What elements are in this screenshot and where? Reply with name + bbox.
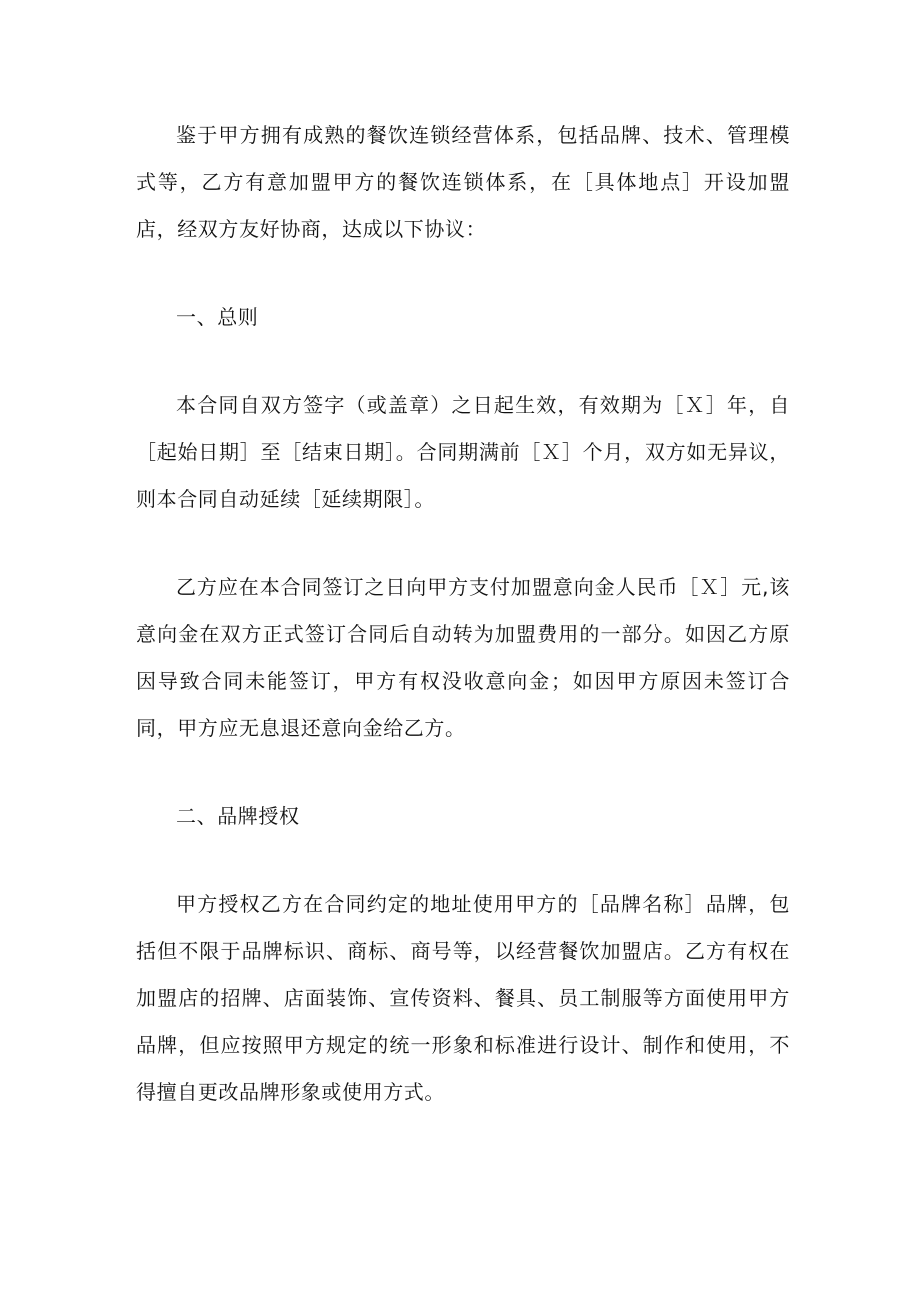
intro-paragraph: 鉴于甲方拥有成熟的餐饮连锁经营体系，包括品牌、技术、管理模式等，乙方有意加盟甲方的餐饮连锁体系，在［具体地点］开设加盟店，经双方友好协商，达成以下协议： (136, 123, 790, 241)
section-2-heading: 二、品牌授权 (176, 804, 300, 828)
section-1-heading: 一、总则 (176, 305, 259, 329)
section-1-paragraph-1: 本合同自双方签字（或盖章）之日起生效，有效期为［Ｘ］年，自［起始日期］至［结束日期］。合同期满前［Ｘ］个月，双方如无异议，则本合同自动延续［延续期限］。 (136, 393, 790, 511)
document-body (136, 112, 790, 1157)
section-2-paragraph-1: 甲方授权乙方在合同约定的地址使用甲方的［品牌名称］品牌，包括但不限于品牌标识、商标、商号等，以经营餐饮加盟店。乙方有权在加盟店的招牌、店面装饰、宣传资料、餐具、员工制服等方面使用甲方品牌，但应按照甲方规定的统一形象和标准进行设计、制作和使用，不得擅自更改品牌形象或使用方式。 (136, 892, 790, 1104)
section-1-paragraph-2: 乙方应在本合同签订之日向甲方支付加盟意向金人民币［Ｘ］元,该意向金在双方正式签订合同后自动转为加盟费用的一部分。如因乙方原因导致合同未能签订，甲方有权没收意向金；如因甲方原因未签订合同，甲方应无息退还意向金给乙方。 (136, 575, 790, 740)
